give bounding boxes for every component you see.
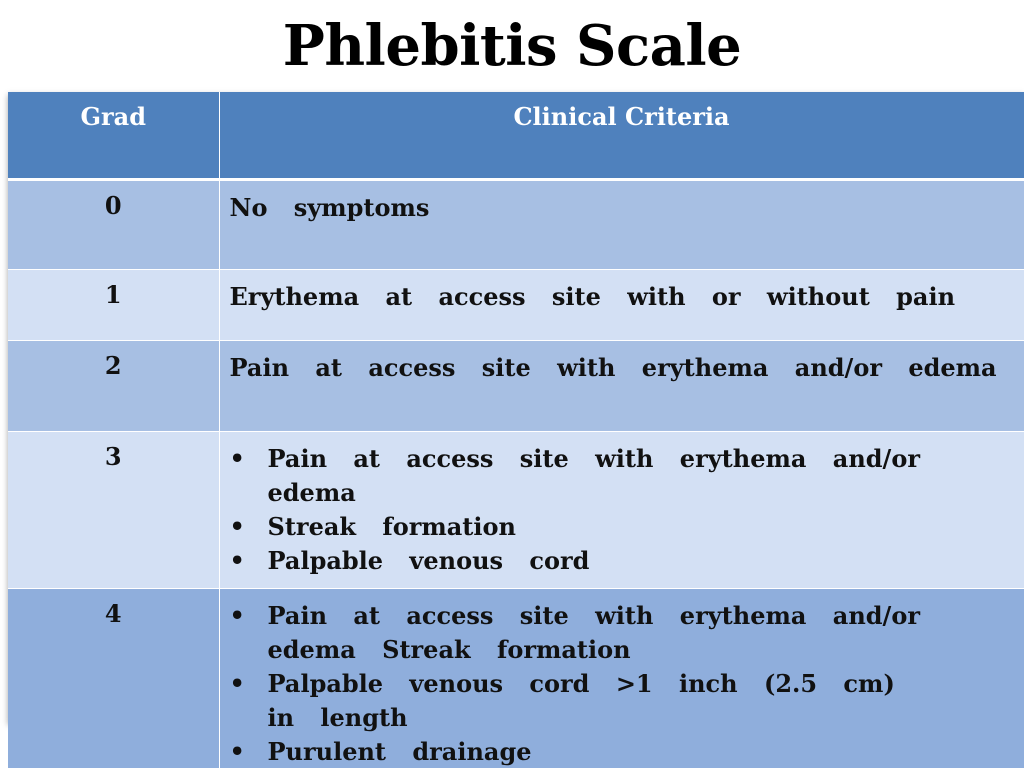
criteria-cell: Pain at access site with erythema and/or edema — [219, 341, 1024, 432]
criteria-cell: No symptoms — [219, 180, 1024, 270]
grade-cell: 0 — [8, 180, 219, 270]
table-row — [8, 341, 1024, 432]
criteria-bullet: • Palpable venous cord — [230, 544, 1024, 578]
criteria-bullet: • Purulent drainage — [230, 735, 1024, 768]
column-header-grade: Grad — [8, 92, 219, 180]
table-header-row — [8, 92, 1024, 180]
table-row — [8, 432, 1024, 589]
criteria-bullet: • Pain at access site with erythema and/or edema Streak formation — [230, 599, 1024, 667]
phlebitis-table — [8, 92, 1024, 766]
criteria-cell — [219, 589, 1024, 768]
grade-cell: 1 — [8, 270, 219, 341]
criteria-bullet: • Palpable venous cord >1 inch (2.5 cm) in length — [230, 667, 1024, 735]
column-header-clinical-criteria: Clinical Criteria — [219, 92, 1024, 180]
page-title: Phlebitis Scale — [282, 13, 742, 79]
grade-cell: 2 — [8, 341, 219, 432]
table-row — [8, 270, 1024, 341]
criteria-cell: Erythema at access site with or without pain — [219, 270, 1024, 341]
criteria-cell — [219, 432, 1024, 589]
table-row — [8, 180, 1024, 270]
grade-cell: 3 — [8, 432, 219, 589]
grade-cell: 4 — [8, 589, 219, 768]
table-row — [8, 589, 1024, 768]
criteria-bullet-list — [230, 442, 1024, 578]
criteria-bullet-list — [230, 599, 1024, 768]
criteria-bullet: • Streak formation — [230, 510, 1024, 544]
criteria-bullet: • Pain at access site with erythema and/or edema — [230, 442, 1024, 510]
